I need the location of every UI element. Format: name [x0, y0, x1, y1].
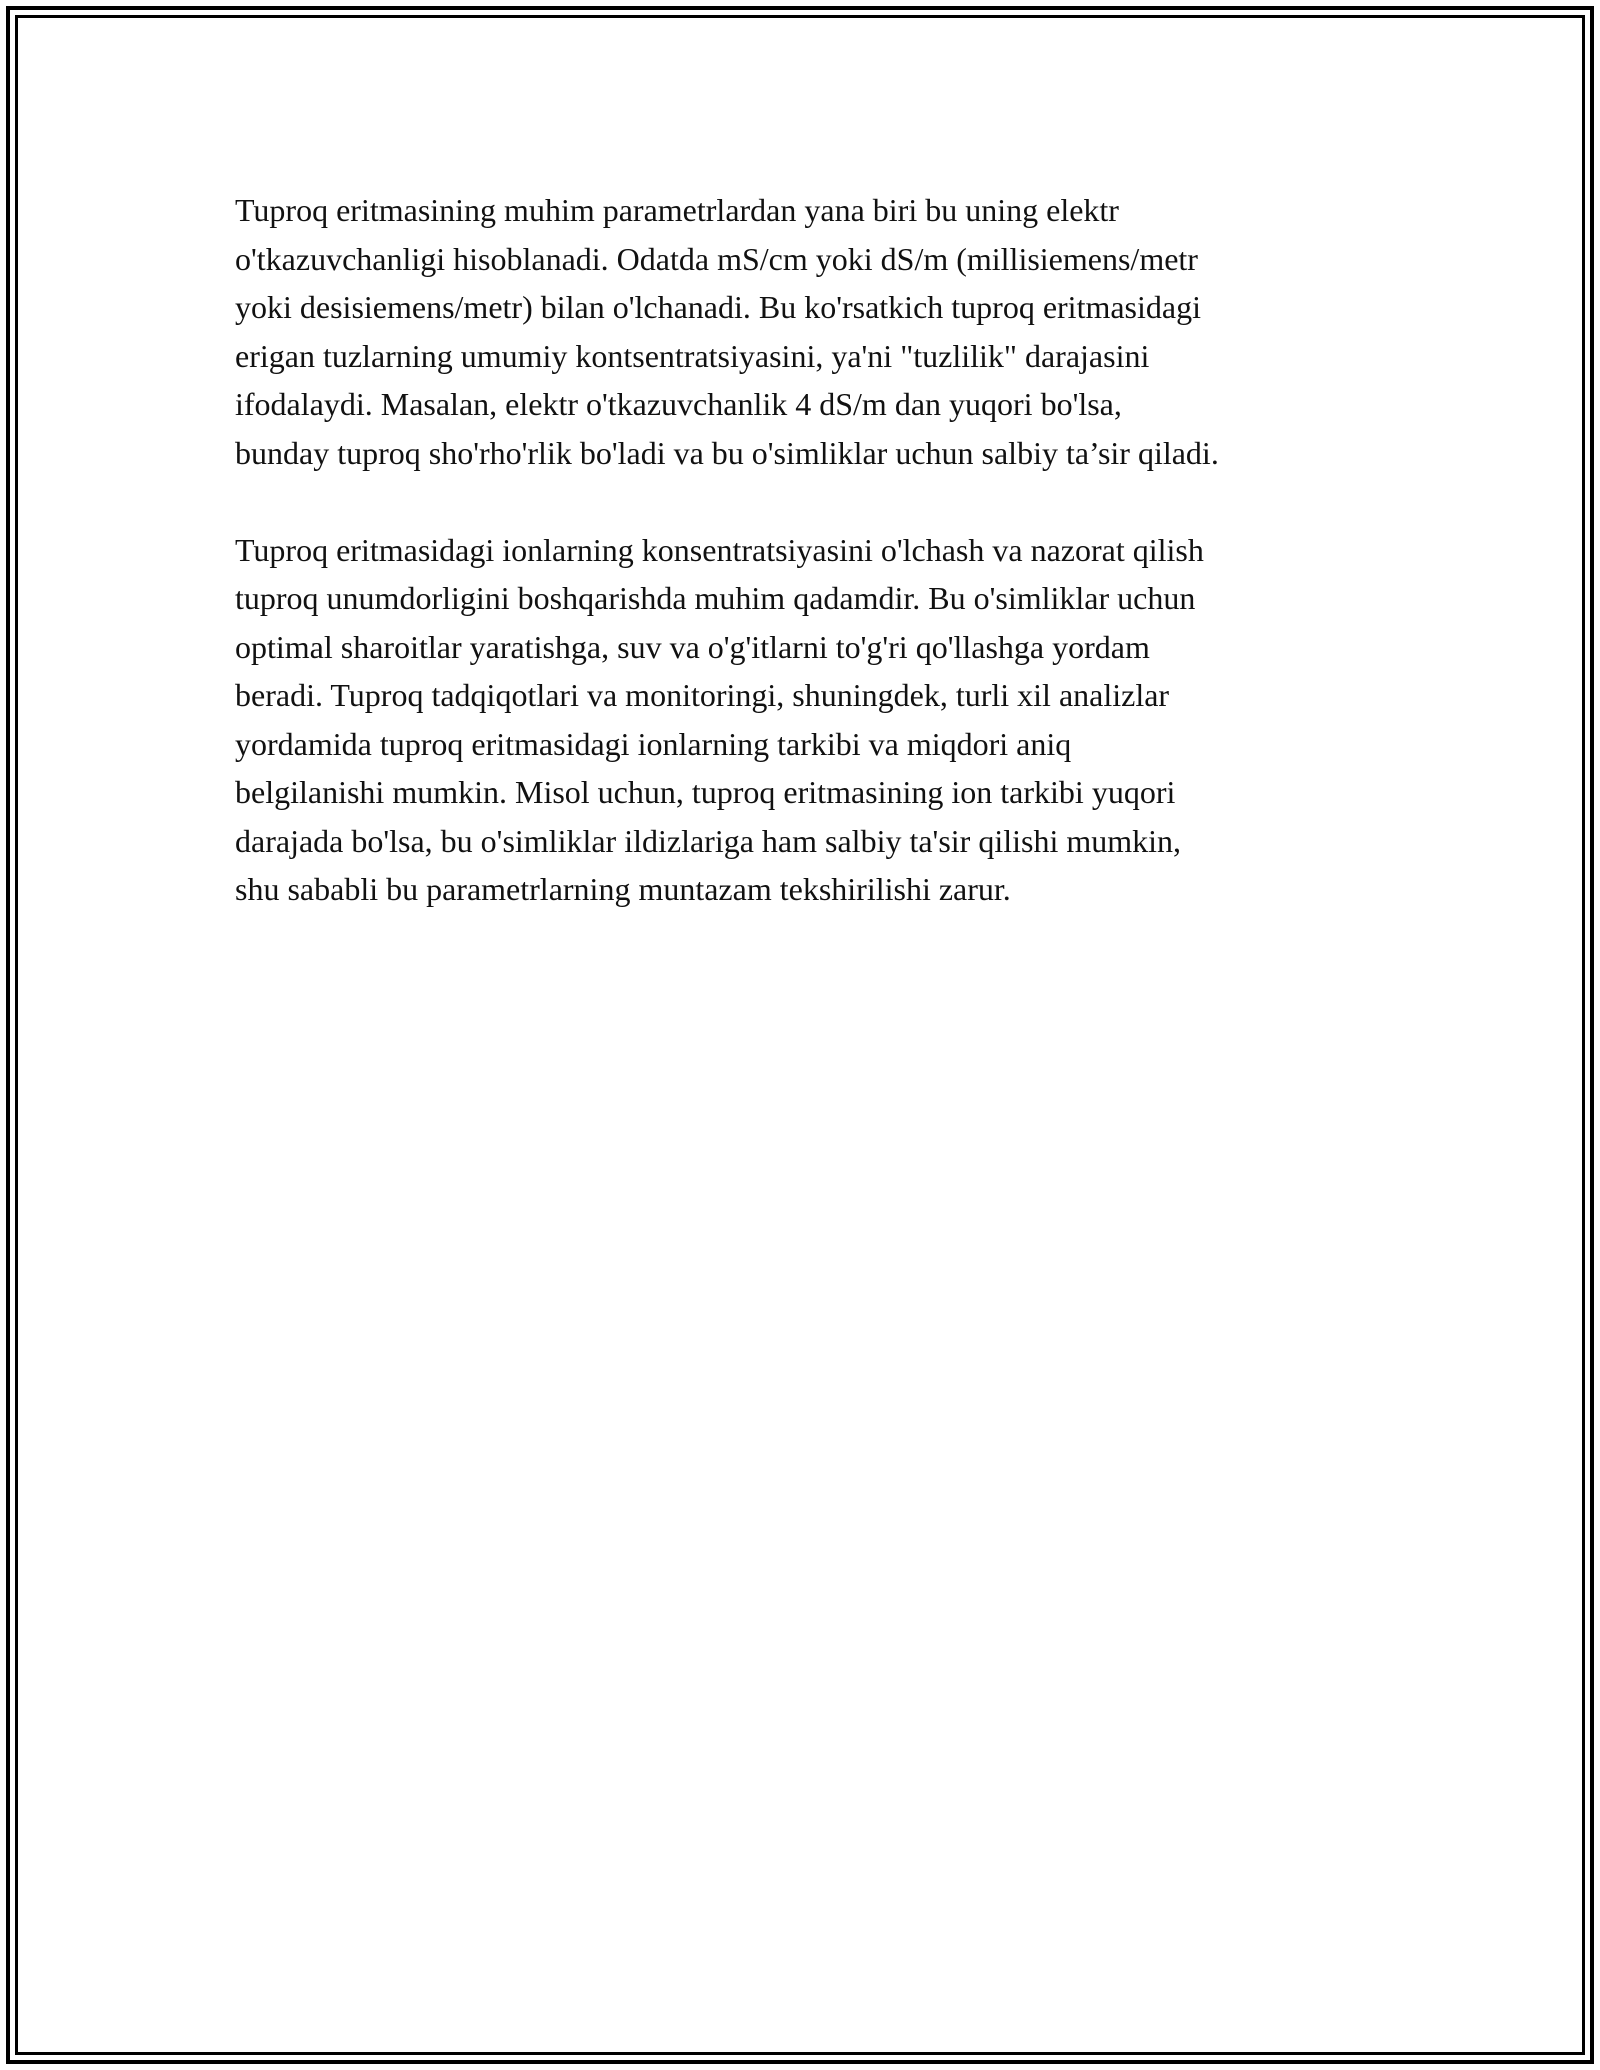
- text-line: tuproq unumdorligini boshqarishda muhim qadamdir. Bu o'simliklar uchun: [235, 580, 1196, 616]
- text-line: shu sababli bu parametrlarning muntazam tekshirilishi zarur.: [235, 871, 1011, 907]
- text-line: yoki desisiemens/metr) bilan o'lchanadi. Bu ko'rsatkich tuproq eritmasidagi: [235, 289, 1201, 325]
- text-line: o'tkazuvchanligi hisoblanadi. Odatda mS/cm yoki dS/m (millisiemens/metr: [235, 240, 1198, 277]
- paragraph-spacer: [235, 477, 1385, 526]
- text-line: yordamida tuproq eritmasidagi ionlarning tarkibi va miqdori aniq: [235, 725, 1072, 762]
- text-line: erigan tuzlarning umumiy kontsentratsiyasini, ya'ni "tuzlilik" darajasini: [235, 337, 1150, 374]
- text-line: ifodalaydi. Masalan, elektr o'tkazuvchanlik 4 dS/m dan yuqori bo'lsa,: [235, 386, 1122, 422]
- document-body: [235, 186, 1385, 914]
- text-line: bunday tuproq sho'rho'rlik bo'ladi va bu o'simliklar uchun salbiy ta’sir qiladi.: [235, 434, 1219, 471]
- text-line: optimal sharoitlar yaratishga, suv va o'g'itlarni to'g'ri qo'llashga yordam: [235, 628, 1150, 665]
- paragraph-electrical-conductivity: [235, 186, 1385, 477]
- text-line: belgilanishi mumkin. Misol uchun, tuproq eritmasining ion tarkibi yuqori: [235, 774, 1176, 810]
- text-line: darajada bo'lsa, bu o'simliklar ildizlariga ham salbiy ta'sir qilishi mumkin,: [235, 822, 1181, 859]
- text-line: beradi. Tuproq tadqiqotlari va monitoringi, shuningdek, turli xil analizlar: [235, 677, 1170, 713]
- paragraph-ion-concentration: [235, 526, 1385, 914]
- text-line: Tuproq eritmasining muhim parametrlardan yana biri bu uning elektr: [235, 192, 1119, 228]
- text-line: Tuproq eritmasidagi ionlarning konsentratsiyasini o'lchash va nazorat qilish: [235, 531, 1204, 568]
